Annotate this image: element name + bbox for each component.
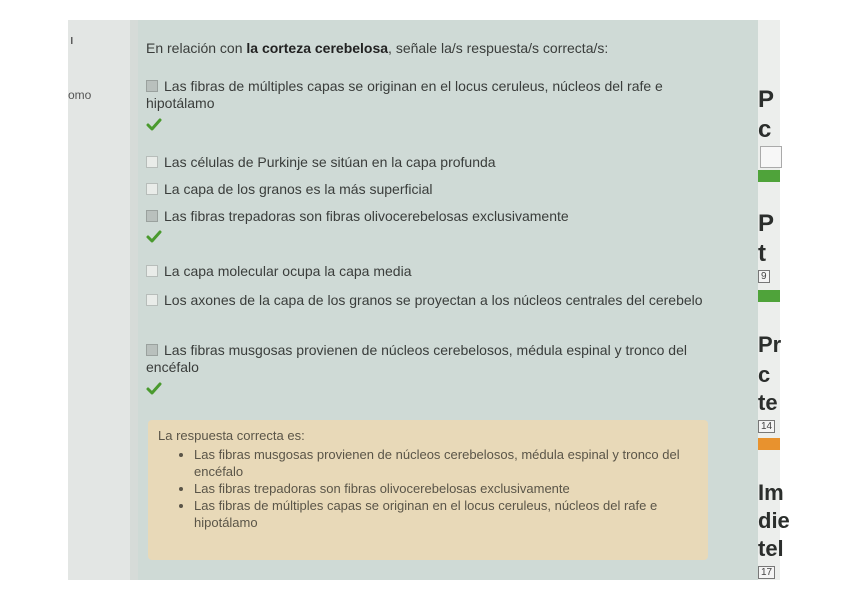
option-label: Las fibras musgosas provienen de núcleos cerebelosos, médula espinal y tronco del encéfalo (146, 342, 687, 375)
right-green-bar (758, 170, 780, 182)
correct-answer-feedback (148, 420, 708, 560)
question-text (146, 40, 608, 56)
feedback-title: La respuesta correcta es: (158, 428, 305, 443)
option-checkbox[interactable] (146, 156, 158, 168)
right-green-bar (758, 290, 780, 302)
option-label: Las fibras de múltiples capas se originan en el locus ceruleus, núcleos del rafe e hipotálamo (146, 78, 663, 111)
feedback-item: • Las fibras trepadoras son fibras olivocerebelosas exclusivamente (194, 480, 694, 497)
question-panel (138, 20, 758, 580)
right-badge: 14 (758, 420, 775, 433)
answer-option[interactable] (146, 78, 706, 112)
answer-option[interactable] (146, 154, 706, 171)
right-sidebar (758, 20, 790, 580)
option-checkbox[interactable] (146, 294, 158, 306)
right-fragment: c (758, 362, 771, 387)
right-orange-bar (758, 438, 780, 450)
right-fragment: Im (758, 480, 784, 505)
option-checkbox[interactable] (146, 80, 158, 92)
sidebar-mark: ı (70, 32, 74, 47)
question-suffix: , señale la/s respuesta/s correcta/s: (388, 40, 609, 56)
answer-option[interactable] (146, 181, 706, 198)
right-fragment: tel (758, 536, 784, 561)
left-sidebar (68, 20, 130, 580)
right-fragment: P (758, 210, 775, 237)
correct-check-icon (146, 230, 162, 244)
right-fragment: te (758, 390, 778, 415)
option-checkbox[interactable] (146, 344, 158, 356)
correct-check-icon (146, 118, 162, 132)
right-fragment: t (758, 240, 766, 267)
right-fragment: Pr (758, 332, 782, 357)
right-fragment: P (758, 86, 775, 113)
correct-check-icon (146, 382, 162, 396)
answer-option[interactable] (146, 292, 706, 309)
option-checkbox[interactable] (146, 210, 158, 222)
right-field[interactable] (760, 146, 782, 168)
question-prefix: En relación con (146, 40, 247, 56)
option-checkbox[interactable] (146, 183, 158, 195)
option-label: La capa de los granos es la más superficial (164, 181, 433, 197)
right-fragment: c (758, 116, 772, 143)
feedback-list (174, 446, 694, 531)
answer-option[interactable] (146, 342, 706, 376)
feedback-item: • Las fibras musgosas provienen de núcleos cerebelosos, médula espinal y tronco del encéfalo (194, 446, 694, 480)
right-badge: 9 (758, 270, 770, 283)
question-bold: la corteza cerebelosa (246, 40, 389, 56)
feedback-item: • Las fibras de múltiples capas se originan en el locus ceruleus, núcleos del rafe e hipotálamo (194, 497, 694, 531)
option-label: Los axones de la capa de los granos se proyectan a los núcleos centrales del cerebelo (164, 292, 703, 308)
answer-option[interactable] (146, 208, 706, 225)
option-label: Las células de Purkinje se sitúan en la capa profunda (164, 154, 496, 170)
sidebar-text-fragment: omo (68, 88, 92, 102)
screen (68, 20, 790, 580)
answer-option[interactable] (146, 263, 706, 280)
option-checkbox[interactable] (146, 265, 158, 277)
right-badge: 17 (758, 566, 775, 579)
right-fragment: die (758, 508, 790, 533)
option-label: La capa molecular ocupa la capa media (164, 263, 412, 279)
option-label: Las fibras trepadoras son fibras olivocerebelosas exclusivamente (164, 208, 569, 224)
